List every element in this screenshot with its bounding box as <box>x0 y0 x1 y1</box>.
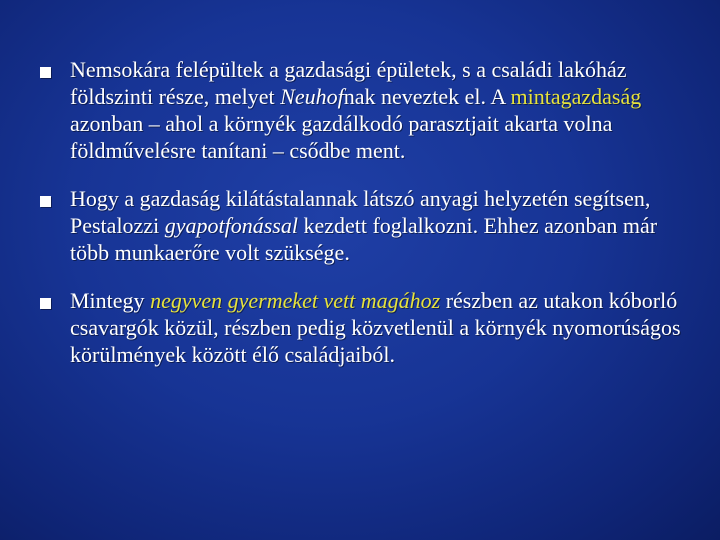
bullet-text-highlight-segment: negyven gyermeket vett magához <box>150 288 441 313</box>
bullet-text <box>70 57 641 163</box>
bullet-item-3 <box>40 287 688 368</box>
square-bullet-icon <box>40 67 51 78</box>
bullet-text-segment: nak neveztek el. A <box>343 84 511 109</box>
bullet-text-segment: kezdett foglalkozni. Ehhez azonban már több munkaerőre volt szüksége. <box>70 213 658 265</box>
bullet-text <box>70 186 657 265</box>
bullet-item-1 <box>40 56 688 164</box>
bullet-text <box>70 288 681 367</box>
bullet-list <box>40 56 688 389</box>
bullet-item-2 <box>40 185 688 266</box>
bullet-text-highlight-segment: mintagazdaság <box>510 84 642 109</box>
bullet-text-segment: azonban – ahol a környék gazdálkodó parasztjait akarta volna földművelésre tanítani – csődbe ment. <box>70 111 613 163</box>
bullet-text-italic-segment: Neuhof <box>280 84 344 109</box>
bullet-text-segment: Mintegy <box>70 288 151 313</box>
bullet-text-segment: részben az utakon kóborló csavargók közül, részben pedig közvetlenül a környék nyomorúságos körülmények között élő családjaiból. <box>70 288 681 367</box>
bullet-text-italic-segment: gyapotfonással <box>164 213 298 238</box>
square-bullet-icon <box>40 298 51 309</box>
square-bullet-icon <box>40 196 51 207</box>
bullet-text-segment: Nemsokára felépültek a gazdasági épületek, s a családi lakóház földszinti része, melyet <box>70 57 627 109</box>
bullet-text-segment: Hogy a gazdaság kilátástalannak látszó anyagi helyzetén segítsen, Pestalozzi <box>70 186 651 238</box>
